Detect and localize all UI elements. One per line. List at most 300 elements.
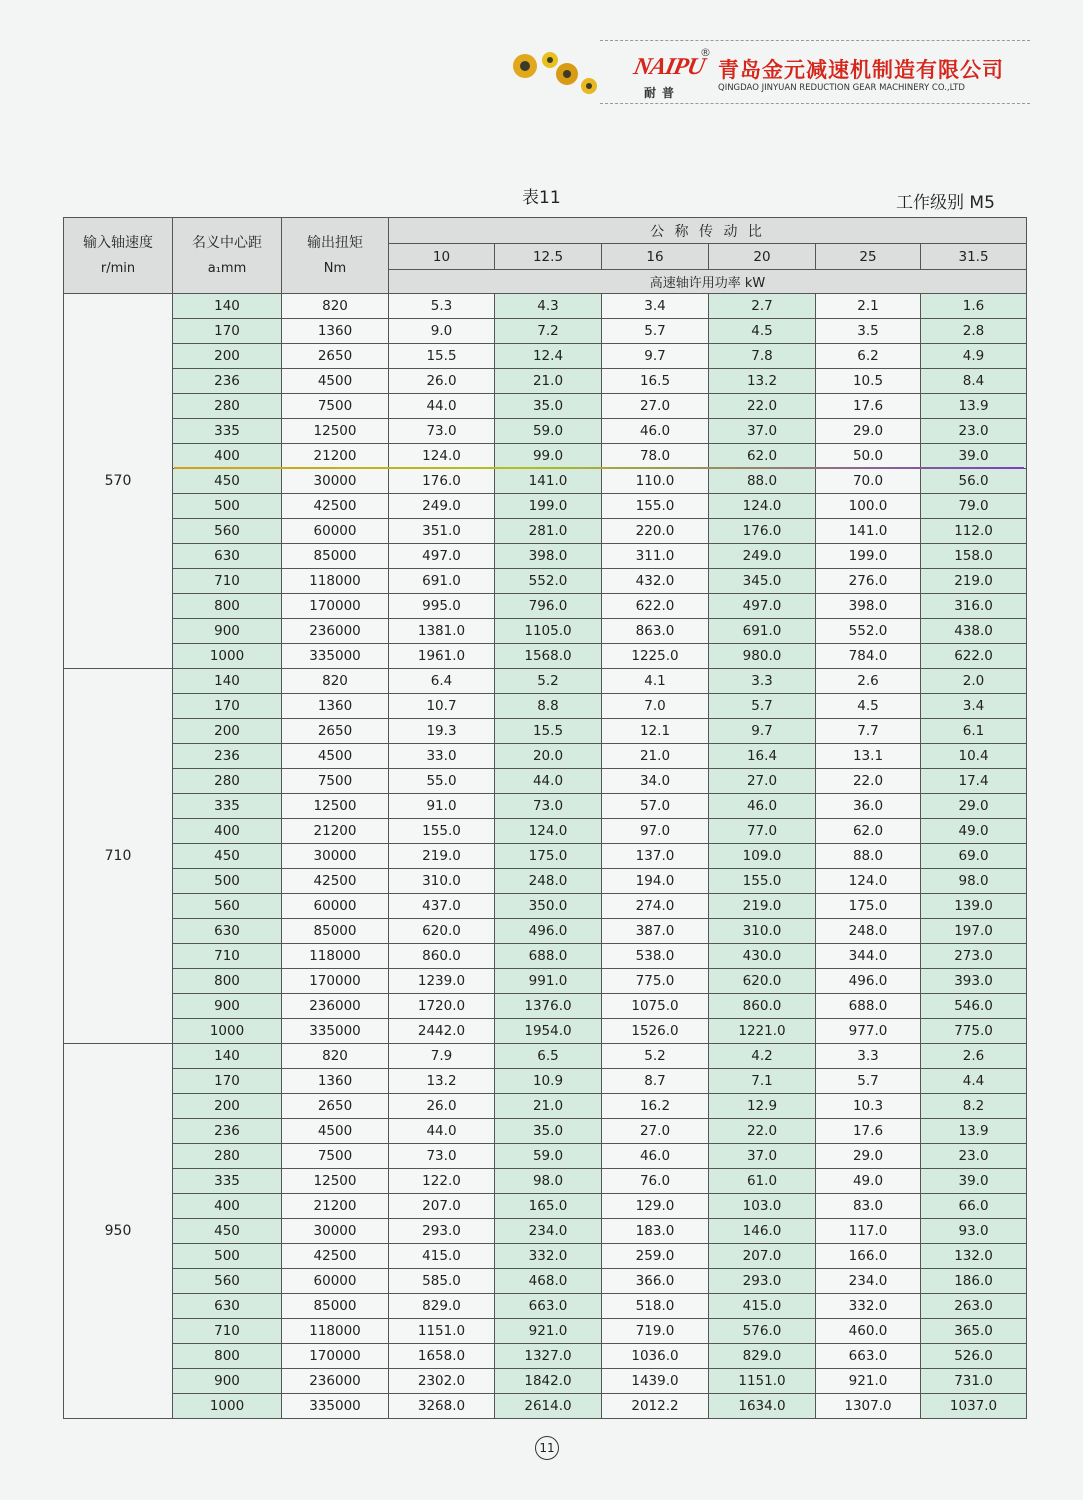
power-cell: 122.0	[389, 1169, 495, 1194]
power-cell: 21.0	[602, 744, 709, 769]
torque-cell: 2650	[282, 344, 389, 369]
table-row	[64, 544, 1027, 569]
power-cell: 8.7	[602, 1069, 709, 1094]
power-cell: 921.0	[495, 1319, 602, 1344]
power-cell: 2.6	[921, 1044, 1027, 1069]
torque-cell: 42500	[282, 869, 389, 894]
power-cell: 141.0	[495, 469, 602, 494]
header-nominal-ratio: 公 称 传 动 比	[389, 218, 1027, 244]
power-cell: 69.0	[921, 844, 1027, 869]
power-cell: 103.0	[709, 1194, 816, 1219]
power-cell: 6.4	[389, 669, 495, 694]
power-cell: 497.0	[709, 594, 816, 619]
center-distance-cell: 500	[173, 494, 282, 519]
power-cell: 3.5	[816, 319, 921, 344]
center-distance-cell: 200	[173, 1094, 282, 1119]
power-cell: 44.0	[389, 394, 495, 419]
torque-cell: 4500	[282, 744, 389, 769]
power-cell: 166.0	[816, 1244, 921, 1269]
power-cell: 22.0	[709, 394, 816, 419]
brand-logo	[631, 46, 712, 102]
center-distance-cell: 710	[173, 944, 282, 969]
power-cell: 310.0	[709, 919, 816, 944]
power-cell: 2.0	[921, 669, 1027, 694]
power-cell: 10.5	[816, 369, 921, 394]
power-cell: 49.0	[816, 1169, 921, 1194]
power-cell: 155.0	[709, 869, 816, 894]
power-cell: 100.0	[816, 494, 921, 519]
power-cell: 3.4	[602, 294, 709, 319]
power-cell: 146.0	[709, 1219, 816, 1244]
table-row	[64, 1044, 1027, 1069]
center-distance-cell: 236	[173, 369, 282, 394]
power-cell: 2.1	[816, 294, 921, 319]
power-cell: 199.0	[495, 494, 602, 519]
center-distance-cell: 900	[173, 994, 282, 1019]
center-distance-cell: 140	[173, 669, 282, 694]
power-cell: 91.0	[389, 794, 495, 819]
torque-cell: 85000	[282, 919, 389, 944]
table-row	[64, 919, 1027, 944]
power-cell: 430.0	[709, 944, 816, 969]
center-distance-cell: 900	[173, 1369, 282, 1394]
power-cell: 88.0	[709, 469, 816, 494]
header-center-distance: 名义中心距 a₁mm	[173, 218, 282, 294]
center-distance-cell: 335	[173, 794, 282, 819]
brand-logo-text: NAIPU	[631, 54, 707, 80]
table-row	[64, 1294, 1027, 1319]
power-cell: 26.0	[389, 1094, 495, 1119]
header-output-torque: 输出扭矩 Nm	[282, 218, 389, 294]
power-cell: 1037.0	[921, 1394, 1027, 1419]
input-speed-cell: 710	[64, 669, 173, 1044]
center-distance-cell: 200	[173, 719, 282, 744]
power-cell: 176.0	[389, 469, 495, 494]
power-cell: 61.0	[709, 1169, 816, 1194]
torque-cell: 1360	[282, 319, 389, 344]
center-distance-cell: 400	[173, 819, 282, 844]
power-cell: 34.0	[602, 769, 709, 794]
table-row	[64, 1344, 1027, 1369]
table-row	[64, 644, 1027, 669]
registered-mark: ®	[700, 46, 711, 59]
center-distance-cell: 800	[173, 1344, 282, 1369]
ratio-value: 20	[709, 244, 816, 270]
table-row	[64, 994, 1027, 1019]
page-header	[0, 0, 1083, 120]
table-row	[64, 1244, 1027, 1269]
power-cell: 37.0	[709, 419, 816, 444]
power-cell: 46.0	[602, 1144, 709, 1169]
torque-cell: 118000	[282, 569, 389, 594]
table-row	[64, 469, 1027, 494]
center-distance-cell: 630	[173, 1294, 282, 1319]
power-cell: 415.0	[709, 1294, 816, 1319]
center-distance-cell: 200	[173, 344, 282, 369]
power-cell: 7.0	[602, 694, 709, 719]
power-cell: 27.0	[602, 1119, 709, 1144]
center-distance-cell: 170	[173, 694, 282, 719]
torque-cell: 60000	[282, 519, 389, 544]
power-cell: 77.0	[709, 819, 816, 844]
torque-cell: 42500	[282, 1244, 389, 1269]
power-cell: 1381.0	[389, 619, 495, 644]
power-cell: 93.0	[921, 1219, 1027, 1244]
torque-cell: 335000	[282, 1019, 389, 1044]
torque-cell: 7500	[282, 769, 389, 794]
power-cell: 37.0	[709, 1144, 816, 1169]
power-cell: 10.3	[816, 1094, 921, 1119]
power-cell: 552.0	[495, 569, 602, 594]
torque-cell: 2650	[282, 719, 389, 744]
power-cell: 991.0	[495, 969, 602, 994]
power-cell: 2302.0	[389, 1369, 495, 1394]
power-cell: 124.0	[709, 494, 816, 519]
torque-cell: 60000	[282, 894, 389, 919]
power-cell: 1720.0	[389, 994, 495, 1019]
power-cell: 1961.0	[389, 644, 495, 669]
input-speed-cell: 570	[64, 294, 173, 669]
power-cell: 2.6	[816, 669, 921, 694]
torque-cell: 236000	[282, 619, 389, 644]
torque-cell: 170000	[282, 1344, 389, 1369]
center-distance-cell: 560	[173, 1269, 282, 1294]
power-cell: 197.0	[921, 919, 1027, 944]
power-cell: 16.4	[709, 744, 816, 769]
table-row	[64, 294, 1027, 319]
power-cell: 366.0	[602, 1269, 709, 1294]
power-cell: 15.5	[389, 344, 495, 369]
torque-cell: 820	[282, 294, 389, 319]
power-cell: 620.0	[389, 919, 495, 944]
power-cell: 1036.0	[602, 1344, 709, 1369]
center-distance-cell: 280	[173, 769, 282, 794]
table-body	[64, 294, 1027, 1419]
power-cell: 219.0	[389, 844, 495, 869]
power-cell: 784.0	[816, 644, 921, 669]
power-cell: 62.0	[816, 819, 921, 844]
power-cell: 39.0	[921, 1169, 1027, 1194]
gears-logo-icon	[505, 48, 605, 98]
center-distance-cell: 450	[173, 469, 282, 494]
power-cell: 44.0	[495, 769, 602, 794]
power-cell: 775.0	[602, 969, 709, 994]
ratio-value: 16	[602, 244, 709, 270]
power-cell: 13.9	[921, 394, 1027, 419]
power-cell: 863.0	[602, 619, 709, 644]
table-row	[64, 1069, 1027, 1094]
power-cell: 3.3	[709, 669, 816, 694]
power-cell: 276.0	[816, 569, 921, 594]
power-cell: 55.0	[389, 769, 495, 794]
power-cell: 21.0	[495, 1094, 602, 1119]
table-title: 表11	[522, 188, 561, 208]
power-cell: 234.0	[816, 1269, 921, 1294]
ratio-value: 12.5	[495, 244, 602, 270]
power-cell: 5.7	[602, 319, 709, 344]
power-cell: 5.2	[495, 669, 602, 694]
power-cell: 207.0	[709, 1244, 816, 1269]
torque-cell: 85000	[282, 1294, 389, 1319]
power-cell: 29.0	[921, 794, 1027, 819]
torque-cell: 335000	[282, 644, 389, 669]
power-cell: 175.0	[816, 894, 921, 919]
power-cell: 109.0	[709, 844, 816, 869]
power-cell: 6.1	[921, 719, 1027, 744]
power-cell: 1842.0	[495, 1369, 602, 1394]
power-cell: 36.0	[816, 794, 921, 819]
input-speed-cell: 950	[64, 1044, 173, 1419]
torque-cell: 236000	[282, 994, 389, 1019]
power-cell: 17.6	[816, 1119, 921, 1144]
power-cell: 576.0	[709, 1319, 816, 1344]
table-row	[64, 1144, 1027, 1169]
power-cell: 860.0	[389, 944, 495, 969]
power-cell: 281.0	[495, 519, 602, 544]
power-cell: 186.0	[921, 1269, 1027, 1294]
power-cell: 263.0	[921, 1294, 1027, 1319]
company-name-cn: 青岛金元减速机制造有限公司	[718, 58, 1004, 82]
power-cell: 199.0	[816, 544, 921, 569]
torque-cell: 335000	[282, 1394, 389, 1419]
accent-line	[174, 467, 1024, 469]
center-distance-cell: 500	[173, 1244, 282, 1269]
power-cell: 2442.0	[389, 1019, 495, 1044]
table-row	[64, 1319, 1027, 1344]
power-cell: 249.0	[389, 494, 495, 519]
power-cell: 3268.0	[389, 1394, 495, 1419]
power-cell: 6.2	[816, 344, 921, 369]
power-cell: 796.0	[495, 594, 602, 619]
power-cell: 219.0	[709, 894, 816, 919]
power-cell: 4.5	[816, 694, 921, 719]
power-cell: 1.6	[921, 294, 1027, 319]
power-cell: 23.0	[921, 1144, 1027, 1169]
power-cell: 165.0	[495, 1194, 602, 1219]
table-row	[64, 844, 1027, 869]
power-cell: 44.0	[389, 1119, 495, 1144]
table-row	[64, 369, 1027, 394]
center-distance-cell: 1000	[173, 644, 282, 669]
power-cell: 350.0	[495, 894, 602, 919]
power-cell: 860.0	[709, 994, 816, 1019]
power-cell: 73.0	[495, 794, 602, 819]
power-cell: 398.0	[495, 544, 602, 569]
power-cell: 1376.0	[495, 994, 602, 1019]
power-cell: 29.0	[816, 1144, 921, 1169]
power-cell: 496.0	[816, 969, 921, 994]
power-cell: 9.0	[389, 319, 495, 344]
power-cell: 139.0	[921, 894, 1027, 919]
power-cell: 155.0	[389, 819, 495, 844]
power-cell: 97.0	[602, 819, 709, 844]
torque-cell: 118000	[282, 1319, 389, 1344]
power-cell: 110.0	[602, 469, 709, 494]
power-cell: 137.0	[602, 844, 709, 869]
center-distance-cell: 236	[173, 744, 282, 769]
center-distance-cell: 450	[173, 1219, 282, 1244]
power-cell: 1105.0	[495, 619, 602, 644]
power-cell: 688.0	[495, 944, 602, 969]
power-cell: 8.2	[921, 1094, 1027, 1119]
power-cell: 4.4	[921, 1069, 1027, 1094]
power-cell: 33.0	[389, 744, 495, 769]
torque-cell: 4500	[282, 369, 389, 394]
power-cell: 398.0	[816, 594, 921, 619]
power-cell: 26.0	[389, 369, 495, 394]
table-row	[64, 444, 1027, 469]
torque-cell: 30000	[282, 844, 389, 869]
power-cell: 175.0	[495, 844, 602, 869]
center-distance-cell: 400	[173, 444, 282, 469]
power-cell: 518.0	[602, 1294, 709, 1319]
torque-cell: 118000	[282, 944, 389, 969]
power-cell: 468.0	[495, 1269, 602, 1294]
table-row	[64, 1269, 1027, 1294]
table-row	[64, 1119, 1027, 1144]
center-distance-cell: 236	[173, 1119, 282, 1144]
torque-cell: 12500	[282, 794, 389, 819]
power-cell: 46.0	[602, 419, 709, 444]
table-row	[64, 944, 1027, 969]
table-row	[64, 419, 1027, 444]
power-cell: 620.0	[709, 969, 816, 994]
power-cell: 10.9	[495, 1069, 602, 1094]
power-cell: 622.0	[921, 644, 1027, 669]
center-distance-cell: 400	[173, 1194, 282, 1219]
table-row	[64, 1019, 1027, 1044]
power-cell: 538.0	[602, 944, 709, 969]
center-distance-cell: 140	[173, 294, 282, 319]
power-cell: 1151.0	[389, 1319, 495, 1344]
power-cell: 719.0	[602, 1319, 709, 1344]
power-cell: 39.0	[921, 444, 1027, 469]
power-cell: 12.1	[602, 719, 709, 744]
power-cell: 1221.0	[709, 1019, 816, 1044]
table-row	[64, 1394, 1027, 1419]
power-cell: 829.0	[389, 1294, 495, 1319]
power-cell: 13.1	[816, 744, 921, 769]
power-cell: 88.0	[816, 844, 921, 869]
power-cell: 1075.0	[602, 994, 709, 1019]
power-cell: 129.0	[602, 1194, 709, 1219]
power-cell: 73.0	[389, 419, 495, 444]
table-row	[64, 969, 1027, 994]
torque-cell: 820	[282, 1044, 389, 1069]
power-cell: 46.0	[709, 794, 816, 819]
power-cell: 23.0	[921, 419, 1027, 444]
power-cell: 691.0	[389, 569, 495, 594]
power-cell: 117.0	[816, 1219, 921, 1244]
power-cell: 17.6	[816, 394, 921, 419]
table-row	[64, 694, 1027, 719]
power-cell: 775.0	[921, 1019, 1027, 1044]
power-cell: 921.0	[816, 1369, 921, 1394]
table-header	[64, 218, 1027, 294]
torque-cell: 2650	[282, 1094, 389, 1119]
power-cell: 663.0	[816, 1344, 921, 1369]
power-cell: 59.0	[495, 1144, 602, 1169]
power-cell: 829.0	[709, 1344, 816, 1369]
power-cell: 27.0	[602, 394, 709, 419]
power-cell: 3.3	[816, 1044, 921, 1069]
table-row	[64, 819, 1027, 844]
power-cell: 273.0	[921, 944, 1027, 969]
power-cell: 345.0	[709, 569, 816, 594]
power-cell: 663.0	[495, 1294, 602, 1319]
power-cell: 57.0	[602, 794, 709, 819]
center-distance-cell: 1000	[173, 1394, 282, 1419]
center-distance-cell: 450	[173, 844, 282, 869]
power-cell: 5.2	[602, 1044, 709, 1069]
table-row	[64, 569, 1027, 594]
torque-cell: 21200	[282, 444, 389, 469]
power-cell: 2012.2	[602, 1394, 709, 1419]
center-distance-cell: 170	[173, 319, 282, 344]
center-distance-cell: 1000	[173, 1019, 282, 1044]
torque-cell: 21200	[282, 819, 389, 844]
power-cell: 365.0	[921, 1319, 1027, 1344]
torque-cell: 42500	[282, 494, 389, 519]
power-cell: 155.0	[602, 494, 709, 519]
power-cell: 1327.0	[495, 1344, 602, 1369]
power-cell: 7.2	[495, 319, 602, 344]
ratio-value: 10	[389, 244, 495, 270]
center-distance-cell: 335	[173, 419, 282, 444]
power-cell: 1568.0	[495, 644, 602, 669]
power-cell: 62.0	[709, 444, 816, 469]
power-cell: 460.0	[816, 1319, 921, 1344]
power-cell: 1239.0	[389, 969, 495, 994]
torque-cell: 170000	[282, 969, 389, 994]
power-cell: 344.0	[816, 944, 921, 969]
power-cell: 12.9	[709, 1094, 816, 1119]
table-row	[64, 319, 1027, 344]
power-cell: 731.0	[921, 1369, 1027, 1394]
power-cell: 141.0	[816, 519, 921, 544]
power-cell: 332.0	[495, 1244, 602, 1269]
torque-cell: 12500	[282, 419, 389, 444]
center-distance-cell: 710	[173, 569, 282, 594]
work-level: 工作级别 M5	[896, 193, 995, 213]
power-cell: 552.0	[816, 619, 921, 644]
table-row	[64, 519, 1027, 544]
center-distance-cell: 710	[173, 1319, 282, 1344]
power-cell: 76.0	[602, 1169, 709, 1194]
power-cell: 248.0	[816, 919, 921, 944]
power-cell: 99.0	[495, 444, 602, 469]
power-cell: 546.0	[921, 994, 1027, 1019]
power-cell: 437.0	[389, 894, 495, 919]
power-cell: 35.0	[495, 394, 602, 419]
table-row	[64, 1169, 1027, 1194]
power-cell: 1151.0	[709, 1369, 816, 1394]
power-cell: 311.0	[602, 544, 709, 569]
table-row	[64, 769, 1027, 794]
torque-cell: 7500	[282, 394, 389, 419]
power-cell: 5.7	[816, 1069, 921, 1094]
power-cell: 248.0	[495, 869, 602, 894]
power-cell: 585.0	[389, 1269, 495, 1294]
power-cell: 4.9	[921, 344, 1027, 369]
table-row	[64, 744, 1027, 769]
power-cell: 1307.0	[816, 1394, 921, 1419]
power-cell: 980.0	[709, 644, 816, 669]
table-row	[64, 894, 1027, 919]
torque-cell: 236000	[282, 1369, 389, 1394]
power-cell: 19.3	[389, 719, 495, 744]
power-cell: 9.7	[709, 719, 816, 744]
